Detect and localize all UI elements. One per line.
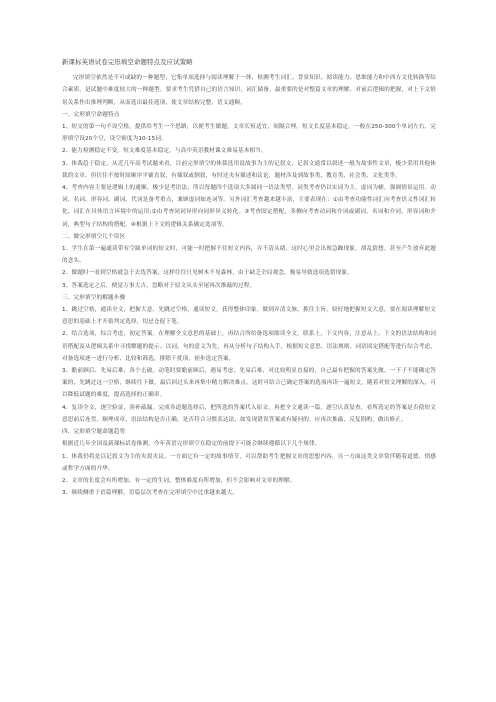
paragraph: 3、体裁趋于稳定，从近几年高考试题来看，目前完形填空的体裁选用说故事为主的记叙文，记叙文通常以叙述一般为故事性文章，极少采用其他体裁的文章。但往往不按时间顺序平铺直叙，有插叙或倒叙，有时还夹有描述和议论，题材涉及到故事类、教育类、社会类、文化类等。	[62, 160, 436, 179]
section-heading: 一、完形填空命题特点	[62, 111, 120, 118]
paragraph: 3、瞻前顾后、先易后难，各个击破。动笔时要瞻前顾后，遇易考虑、先易后难，对比较明显直接的，自己最有把握的答案先做，一下子不能确定答案的，先跳过这一空格，继续往下做，最后回过头来再集中精力解决难点。这时可结合已确定答案的选项再读一遍短文，随着对短文理解的深入，可以降低试题的难度，提高选择的正确率。	[62, 368, 436, 399]
paragraph: 2、做题时一看到空格就急于去选答案，这样往往只见树木不见森林，由于缺乏全局观念，极易导致选项选错现象。	[62, 270, 353, 277]
paragraph: 3、继续侧重于语篇理解，语篇层次考查在完形填空中比重越来越大。	[62, 490, 239, 497]
paragraph: 1、跳过空格，通读全文，把握大意。先跳过空格，通读短文，获得整体印象。做到弄清文脉，抓住主旨，较好地把握短文大意，要在阅读理解短文意思的基础上才开始判定选择，切忌仓促下笔。	[62, 307, 436, 326]
section-heading: 二、做完形填空几个误区	[62, 233, 126, 240]
paragraph: 2、能力检测稳定不变。短文难度基本稳定，与高中英语教材课文难易基本相当。	[62, 148, 267, 155]
paragraph: 1、学生在第一遍通读带有空缺单词的短文时，可能一时把握不住短文内容，弄不清头绪，这时心里会出现急躁现象，胡乱猜想，甚至产生放弃此题的念头。	[62, 246, 436, 265]
paragraph: 2、结合选项，综合考虑，初定答案。在理解全文意思的基础上，再结合所给备选项细读全文，联系上，下文内容，注意从上、下文的语法结构和词语搭配及从逻辑关系中寻找解题的提示。以词，句的意义为先，再从分析句子结构入手，根据短文意思、语法规则、词语固定搭配等进行综合考虑，对备选项逐一进行分析、比较和筛选，排除干扰项，初步选定答案。	[62, 331, 436, 362]
paragraph: 1、短文的第一句不设空格，提供给考生一个思路，以便考生做题。文章长短适宜，间隔合理。短文长度基本稳定，一般在250-300个单词左右，完形填空设20个空，设空密度为10-15词。	[62, 124, 436, 143]
paragraph: 根据近几年全国及新课标试卷推测，今年英语完形填空在稳定的前提下可能会继续遵循以下几个规律。	[62, 441, 321, 448]
paragraph: 完形填空依然是不可或缺的一种题型；它集单项选择与阅读理解于一体，检测考生词汇、背景知识、阅读能力、思维能力和中西方文化转换等综合素质，是试题中难度较大的一种题型。要求考生凭借自己的语言知识，词汇储备，最重要的是对整篇文章的理解，对前后逻辑的把握，对上下文情景关系作出推理判断，从而选出最佳选项，使文章结构完整，语义通顺。	[62, 75, 436, 106]
document-body	[62, 56, 436, 499]
paragraph: 4、复读全文，逐空验证，弥补疏漏。完成各道题选择后，把所选的答案代入原文，再把全文通读一篇，逐空认真复查，看所选定的答案是否使短文意思前后连贯、顺理成章，语法结构是否正确，是否符合习惯表达法，如发现错误答案或有疑问的，应再次推敲、反复斟酌，做出修正。	[62, 404, 436, 423]
paragraph: 2、文章的长度会有所增加，有一定的生词，整体难度有所增加，但不会影响对文章的理解。	[62, 477, 296, 484]
paragraph: 1、体裁仍将是以记叙文为主的夹叙夹议。一方面它有一定的故事情节，可以帮助考生把握文章的思想内容，另一方面这类文章常伴随着道德，情感或哲学方面的升华。	[62, 453, 436, 472]
paragraph-list	[62, 72, 436, 499]
paragraph: 4、考查内容主要是逻辑上的通顺，极少是考语法，所以每题四个选项大多属同一语法类型。词类考查仍以实词为主，虚词为辅，强调情景运用。动词、名词、形容词、副词、代词是备考重点，兼顾虚词如连词等。另外词汇考查越来越丰富，主要表现在：①由考查功能性词汇向考查语义性词汇转化，词汇在具体语言环境中的运用;②由考查同词异形向同形异义转化。③考查固定搭配，多侧向考查动词和介词或副词、名词和介词、形容词和介词，典型句子结构的搭配。④根据上下文的逻辑关系确定选项等。	[62, 185, 436, 228]
section-heading: 三、完形填空的解题步骤	[62, 294, 126, 301]
section-heading: 四、完形填空题命题趋势	[62, 429, 126, 436]
paragraph: 3、答案选定之后，便觉万事大吉，忽略对于原文从头至尾再次推敲的过程。	[62, 282, 256, 289]
document-title: 新课标英语试卷完形填空命题特点及应试策略	[62, 58, 193, 66]
